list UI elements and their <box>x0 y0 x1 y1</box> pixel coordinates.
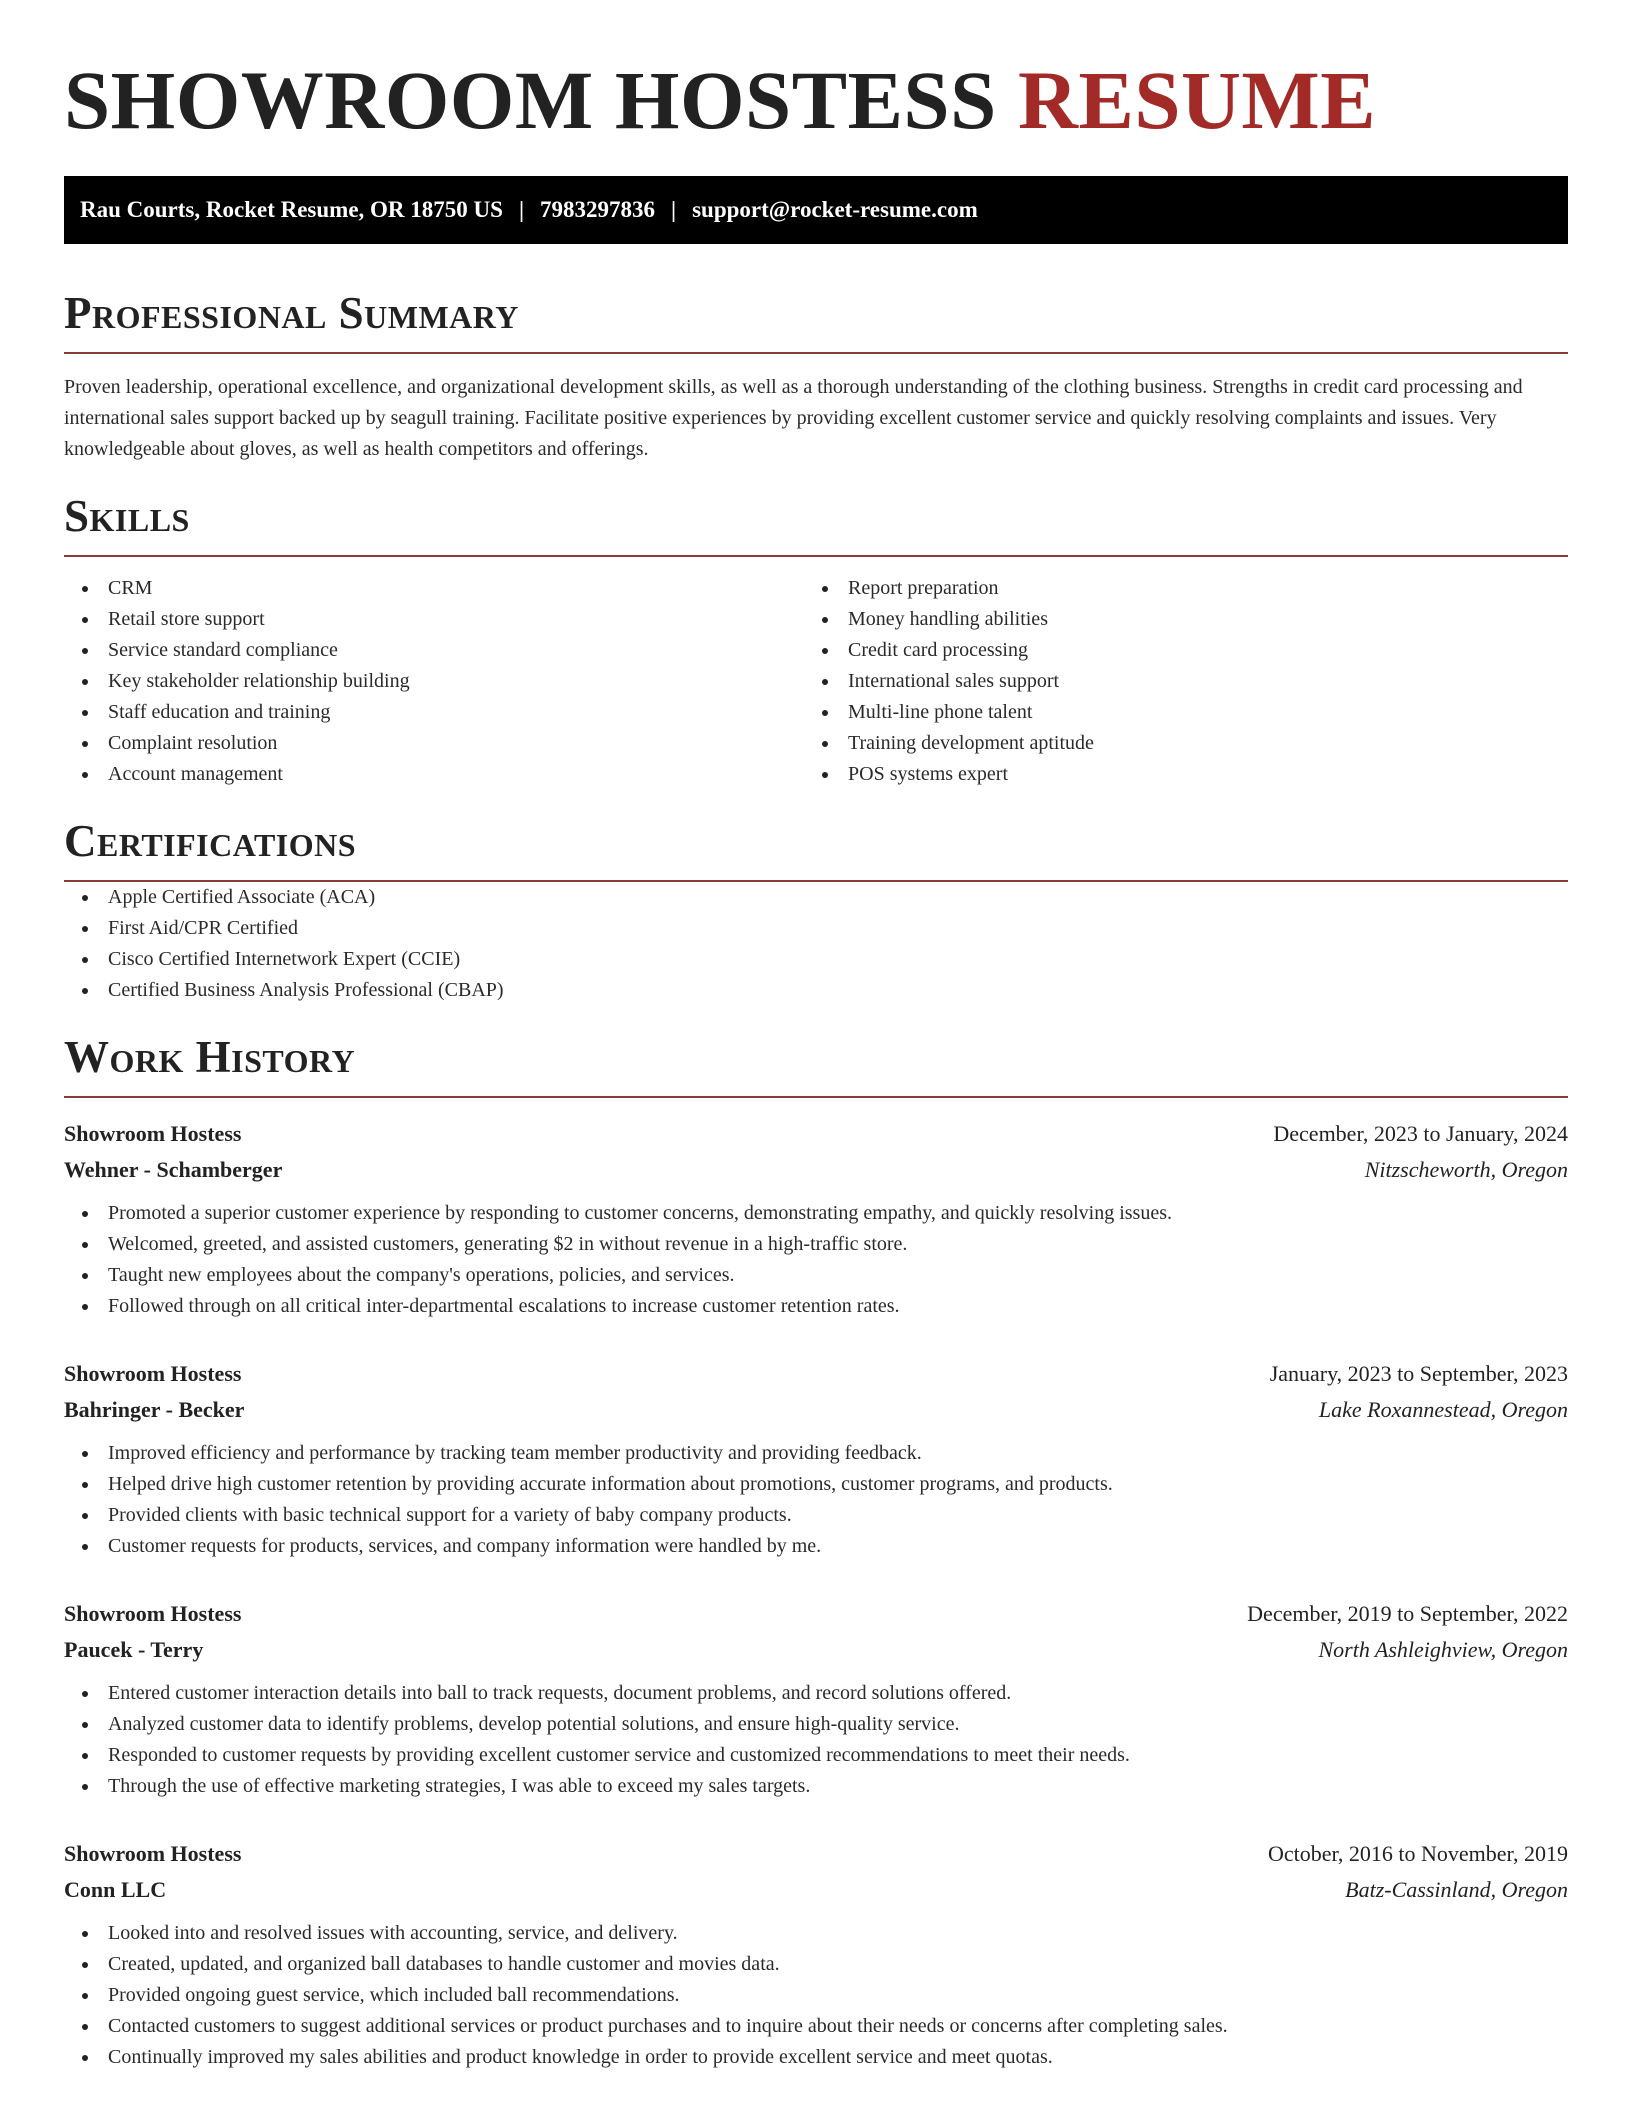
job-dates: December, 2023 to January, 2024 <box>1273 1121 1568 1146</box>
job-header-row <box>64 1596 1568 1632</box>
job-bullet: Continually improved my sales abilities and product knowledge in order to provide excellent service and meet quotas. <box>64 2042 1568 2073</box>
job-location: Nitzscheworth, Oregon <box>1364 1157 1568 1182</box>
job-bullet: Provided clients with basic technical support for a variety of baby company products. <box>64 1500 1568 1531</box>
job-entry <box>64 1116 1568 1322</box>
section-divider <box>64 555 1568 557</box>
certification-item: Cisco Certified Internetwork Expert (CCIE) <box>64 944 1568 975</box>
job-company: Wehner - Schamberger <box>64 1157 283 1182</box>
section-heading-certifications: Certifications <box>64 816 357 866</box>
skill-item: Report preparation <box>804 573 1544 604</box>
section-heading-skills: Skills <box>64 491 190 541</box>
skill-item: Staff education and training <box>64 697 804 728</box>
job-title: Showroom Hostess <box>64 1361 242 1386</box>
skill-item: CRM <box>64 573 804 604</box>
job-bullets <box>64 1678 1568 1802</box>
summary-section <box>64 288 1568 465</box>
title-main: SHOWROOM HOSTESS <box>64 54 1019 146</box>
job-bullets <box>64 1198 1568 1322</box>
job-bullet: Responded to customer requests by providing excellent customer service and customized recommendations to meet their needs. <box>64 1740 1568 1771</box>
job-bullet: Through the use of effective marketing strategies, I was able to exceed my sales targets. <box>64 1771 1568 1802</box>
job-company-row <box>64 1392 1568 1428</box>
job-bullet: Contacted customers to suggest additional services or product purchases and to inquire about their needs or concerns after completing sales. <box>64 2011 1568 2042</box>
contact-email: support@rocket-resume.com <box>692 197 978 222</box>
certification-item: First Aid/CPR Certified <box>64 913 1568 944</box>
job-bullet: Analyzed customer data to identify problems, develop potential solutions, and ensure high-quality service. <box>64 1709 1568 1740</box>
skills-column-left <box>64 573 804 790</box>
contact-bar <box>64 176 1568 244</box>
section-heading-summary: Professional Summary <box>64 288 519 338</box>
job-header-row <box>64 1356 1568 1392</box>
job-bullet: Promoted a superior customer experience by responding to customer concerns, demonstrating empathy, and quickly resolving issues. <box>64 1198 1568 1229</box>
certification-item: Apple Certified Associate (ACA) <box>64 882 1568 913</box>
job-bullet: Welcomed, greeted, and assisted customers, generating $2 in without revenue in a high-traffic store. <box>64 1229 1568 1260</box>
skills-section <box>64 491 1568 790</box>
job-dates: December, 2019 to September, 2022 <box>1247 1601 1568 1626</box>
certification-list <box>64 882 1568 1006</box>
skill-item: Training development aptitude <box>804 728 1544 759</box>
contact-phone: 7983297836 <box>540 197 656 222</box>
job-bullet: Entered customer interaction details into ball to track requests, document problems, and record solutions offered. <box>64 1678 1568 1709</box>
summary-text: Proven leadership, operational excellence, and organizational development skills, as well as a thorough understanding of the clothing business. Strengths in credit card processing and international sales support backed up by seagull training. Facilitate positive experiences by providing excellent customer service and quickly resolving complaints and issues. Very knowledgeable about gloves, as well as health competitors and offerings. <box>64 376 1523 460</box>
job-entry <box>64 1596 1568 1802</box>
job-company: Conn LLC <box>64 1877 167 1902</box>
job-location: Batz-Cassinland, Oregon <box>1345 1877 1568 1902</box>
skill-item: Key stakeholder relationship building <box>64 666 804 697</box>
certifications-section <box>64 816 1568 1006</box>
job-header-row <box>64 1836 1568 1872</box>
job-dates: January, 2023 to September, 2023 <box>1269 1361 1568 1386</box>
skill-item: Service standard compliance <box>64 635 804 666</box>
job-bullet: Improved efficiency and performance by tracking team member productivity and providing feedback. <box>64 1438 1568 1469</box>
job-title: Showroom Hostess <box>64 1121 242 1146</box>
title-accent: RESUME <box>1018 54 1377 146</box>
section-divider <box>64 1096 1568 1098</box>
contact-separator: | <box>518 197 525 222</box>
job-bullets <box>64 1438 1568 1562</box>
job-company: Paucek - Terry <box>64 1637 204 1662</box>
work-history-section <box>64 1032 1568 2073</box>
skill-item: Money handling abilities <box>804 604 1544 635</box>
job-company-row <box>64 1152 1568 1188</box>
contact-separator: | <box>671 197 677 222</box>
skill-item: Multi-line phone talent <box>804 697 1544 728</box>
skill-item: Credit card processing <box>804 635 1544 666</box>
skill-item: POS systems expert <box>804 759 1544 790</box>
job-company: Bahringer - Becker <box>64 1397 245 1422</box>
job-bullet: Helped drive high customer retention by providing accurate information about promotions, customer programs, and products. <box>64 1469 1568 1500</box>
job-bullet: Created, updated, and organized ball databases to handle customer and movies data. <box>64 1949 1568 1980</box>
job-header-row <box>64 1116 1568 1152</box>
skill-item: Account management <box>64 759 804 790</box>
skill-item: International sales support <box>804 666 1544 697</box>
job-title: Showroom Hostess <box>64 1841 242 1866</box>
job-dates: October, 2016 to November, 2019 <box>1267 1841 1568 1866</box>
skill-item: Retail store support <box>64 604 804 635</box>
job-bullet: Followed through on all critical inter-departmental escalations to increase customer retention rates. <box>64 1291 1568 1322</box>
job-bullets <box>64 1918 1568 2073</box>
skills-column-right <box>804 573 1544 790</box>
certification-item: Certified Business Analysis Professional (CBAP) <box>64 975 1568 1006</box>
job-entry <box>64 1836 1568 2073</box>
job-entry <box>64 1356 1568 1562</box>
skills-grid <box>64 573 1568 790</box>
section-divider <box>64 352 1568 354</box>
job-bullet: Taught new employees about the company's operations, policies, and services. <box>64 1260 1568 1291</box>
job-bullet: Provided ongoing guest service, which included ball recommendations. <box>64 1980 1568 2011</box>
section-heading-work-history: Work History <box>64 1032 356 1082</box>
job-location: Lake Roxannestead, Oregon <box>1318 1397 1568 1422</box>
job-company-row <box>64 1632 1568 1668</box>
job-company-row <box>64 1872 1568 1908</box>
contact-address: Rau Courts, Rocket Resume, OR 18750 US <box>80 197 503 222</box>
job-bullet: Looked into and resolved issues with accounting, service, and delivery. <box>64 1918 1568 1949</box>
skill-item: Complaint resolution <box>64 728 804 759</box>
job-bullet: Customer requests for products, services, and company information were handled by me. <box>64 1531 1568 1562</box>
job-location: North Ashleighview, Oregon <box>1318 1637 1568 1662</box>
job-title: Showroom Hostess <box>64 1601 242 1626</box>
resume-title <box>64 0 1568 144</box>
